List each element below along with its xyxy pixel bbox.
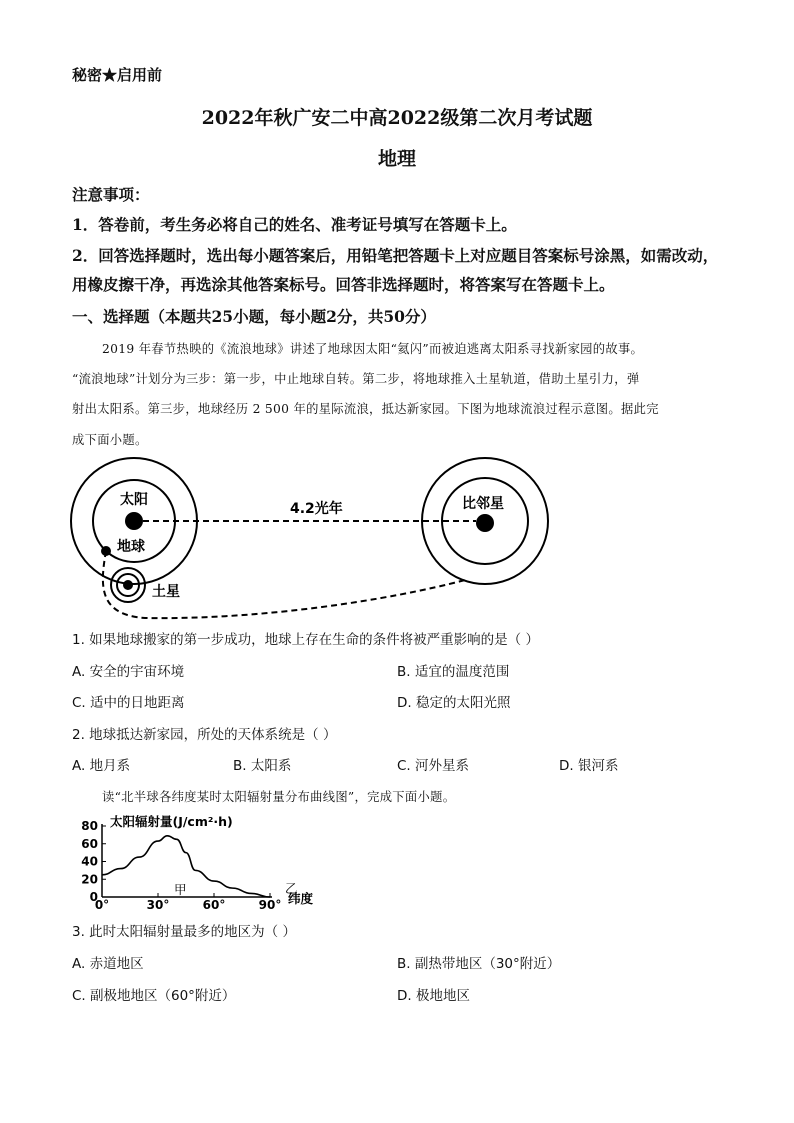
chart-ytick-label: 40 (81, 854, 98, 869)
chart-xtick-label: 0° (94, 898, 110, 912)
chart-xtick-label: 60° (202, 898, 226, 912)
exam-title: 2022年秋广安二中高2022级第二次月考试题 (201, 107, 593, 129)
q2-option-d[interactable]: D. 银河系 (559, 758, 619, 774)
secret-label: 秘密★启用前 (72, 66, 163, 84)
chart-xtick-label: 90° (258, 898, 282, 912)
q1-stem: 1. 如果地球搬家的第一步成功，地球上存在生命的条件将被严重影响的是（ ） (72, 632, 539, 648)
q2-option-a[interactable]: A. 地月系 (72, 758, 131, 774)
section-title: 一、选择题（本题共25小题，每小题2分，共50分） (72, 307, 436, 326)
chart-xtick-label: 30° (146, 898, 170, 912)
notice-item-2a: 2．回答选择题时，选出每小题答案后，用铅笔把答题卡上对应题目答案标号涂黑，如需改动， (72, 246, 719, 265)
notice-item-2b: 用橡皮擦干净，再选涂其他答案标号。回答非选择题时，将答案写在答题卡上。 (72, 275, 615, 294)
notice-item-1: 1．答卷前，考生务必将自己的姓名、准考证号填写在答题卡上。 (72, 215, 517, 234)
passage-line-3: 射出太阳系。第三步，地球经历 2 500 年的星际流浪，抵达新家园。下图为地球流浪过程示意图。据此完 (72, 402, 659, 416)
chart-ytick-label: 80 (81, 819, 98, 833)
passage-line-1: 2019 年春节热映的《流浪地球》讲述了地球因太阳“氦闪”而被迫逃离太阳系寻找新家园的故事。 (102, 342, 644, 356)
q1-option-a[interactable]: A. 安全的宇宙环境 (72, 664, 185, 680)
q3-stem: 3. 此时太阳辐射量最多的地区为（ ） (72, 924, 296, 940)
subject-title: 地理 (377, 148, 416, 170)
chart-ytick-label: 0 (89, 890, 98, 904)
q1-option-b[interactable]: B. 适宜的温度范围 (397, 664, 510, 680)
q1-option-c[interactable]: C. 适中的日地距离 (72, 695, 185, 711)
passage-2: 读“北半球各纬度某时太阳辐射量分布曲线图”，完成下面小题。 (102, 790, 456, 804)
q2-option-c[interactable]: C. 河外星系 (397, 758, 470, 774)
q3-option-d[interactable]: D. 极地地区 (397, 988, 470, 1004)
q2-option-b[interactable]: B. 太阳系 (233, 758, 292, 774)
saturn-label: 土星 (152, 584, 180, 600)
chart-ytick-label: 20 (81, 872, 98, 887)
earth-label: 地球 (117, 539, 145, 555)
proxima-label: 比邻星 (462, 496, 504, 512)
passage-line-2: “流浪地球”计划分为三步：第一步，中止地球自转。第二步，将地球推入土星轨道，借助土星引力，弹 (72, 372, 640, 386)
q3-option-c[interactable]: C. 副极地地区（60°附近） (72, 988, 236, 1004)
distance-label: 4.2光年 (290, 501, 343, 517)
chart-xlabel: 纬度 (288, 891, 314, 906)
q2-stem: 2. 地球抵达新家园，所处的天体系统是（ ） (72, 727, 337, 743)
q3-option-a[interactable]: A. 赤道地区 (72, 956, 144, 972)
passage-line-4: 成下面小题。 (72, 433, 148, 447)
q3-option-b[interactable]: B. 副热带地区（30°附近） (397, 956, 561, 972)
sun-label: 太阳 (120, 492, 148, 508)
annotation-jia: 甲 (174, 882, 187, 897)
annotation-yi: 乙 (285, 881, 298, 896)
notice-heading: 注意事项： (72, 185, 150, 204)
q1-option-d[interactable]: D. 稳定的太阳光照 (397, 695, 511, 711)
chart-ytick-label: 60 (81, 836, 98, 851)
chart-ylabel: 太阳辐射量(J/cm²·h) (110, 814, 233, 829)
